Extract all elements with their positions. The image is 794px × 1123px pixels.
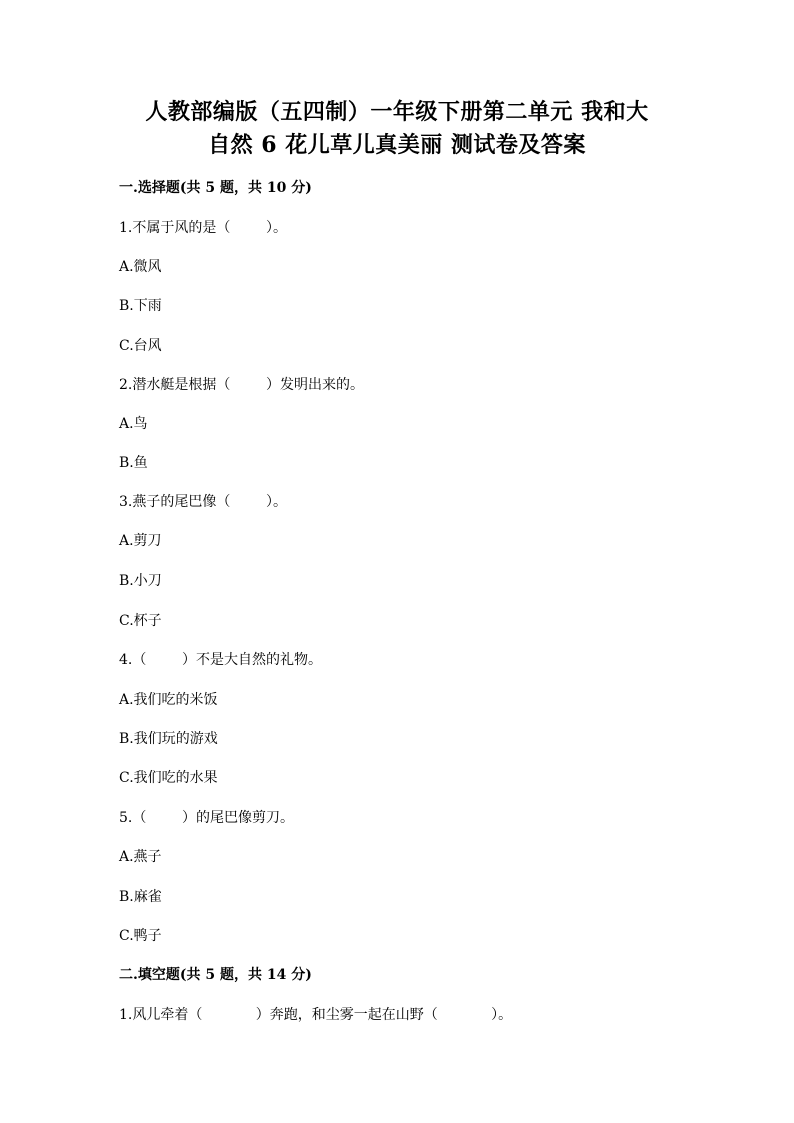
question-1-option-b: B.下雨 — [119, 298, 162, 314]
question-3-option-c: C.杯子 — [119, 613, 162, 629]
question-4-option-a: A.我们吃的米饭 — [119, 692, 218, 708]
question-2-option-a: A.鸟 — [119, 416, 148, 432]
question-4-stem: 4.（ ）不是大自然的礼物。 — [119, 652, 322, 668]
question-3-option-b: B.小刀 — [119, 573, 162, 589]
question-3-option-a: A.剪刀 — [119, 533, 162, 549]
question-4-option-c: C.我们吃的水果 — [119, 770, 218, 786]
question-4-option-b: B.我们玩的游戏 — [119, 731, 218, 747]
fill-question-1-stem: 1.风儿牵着（ ）奔跑，和尘雾一起在山野（ ）。 — [119, 1007, 513, 1023]
question-2-stem: 2.潜水艇是根据（ ）发明出来的。 — [119, 377, 364, 393]
question-1-option-a: A.微风 — [119, 259, 162, 275]
question-5-option-b: B.麻雀 — [119, 889, 162, 905]
question-5-option-a: A.燕子 — [119, 849, 162, 865]
question-2-option-b: B.鱼 — [119, 455, 148, 471]
question-1-stem: 1.不属于风的是（ ）。 — [119, 220, 287, 236]
document-title-line-1: 人教部编版（五四制）一年级下册第二单元 我和大 — [145, 99, 649, 125]
question-3-stem: 3.燕子的尾巴像（ ）。 — [119, 494, 287, 510]
question-5-option-c: C.鸭子 — [119, 928, 162, 944]
question-5-stem: 5.（ ）的尾巴像剪刀。 — [119, 810, 294, 826]
document-title-line-2: 自然 6 花儿草儿真美丽 测试卷及答案 — [208, 132, 586, 158]
question-1-option-c: C.台风 — [119, 338, 162, 354]
section-heading-choice: 一.选择题(共 5 题，共 10 分) — [119, 180, 312, 196]
section-heading-fill-blank: 二.填空题(共 5 题，共 14 分) — [119, 967, 312, 983]
